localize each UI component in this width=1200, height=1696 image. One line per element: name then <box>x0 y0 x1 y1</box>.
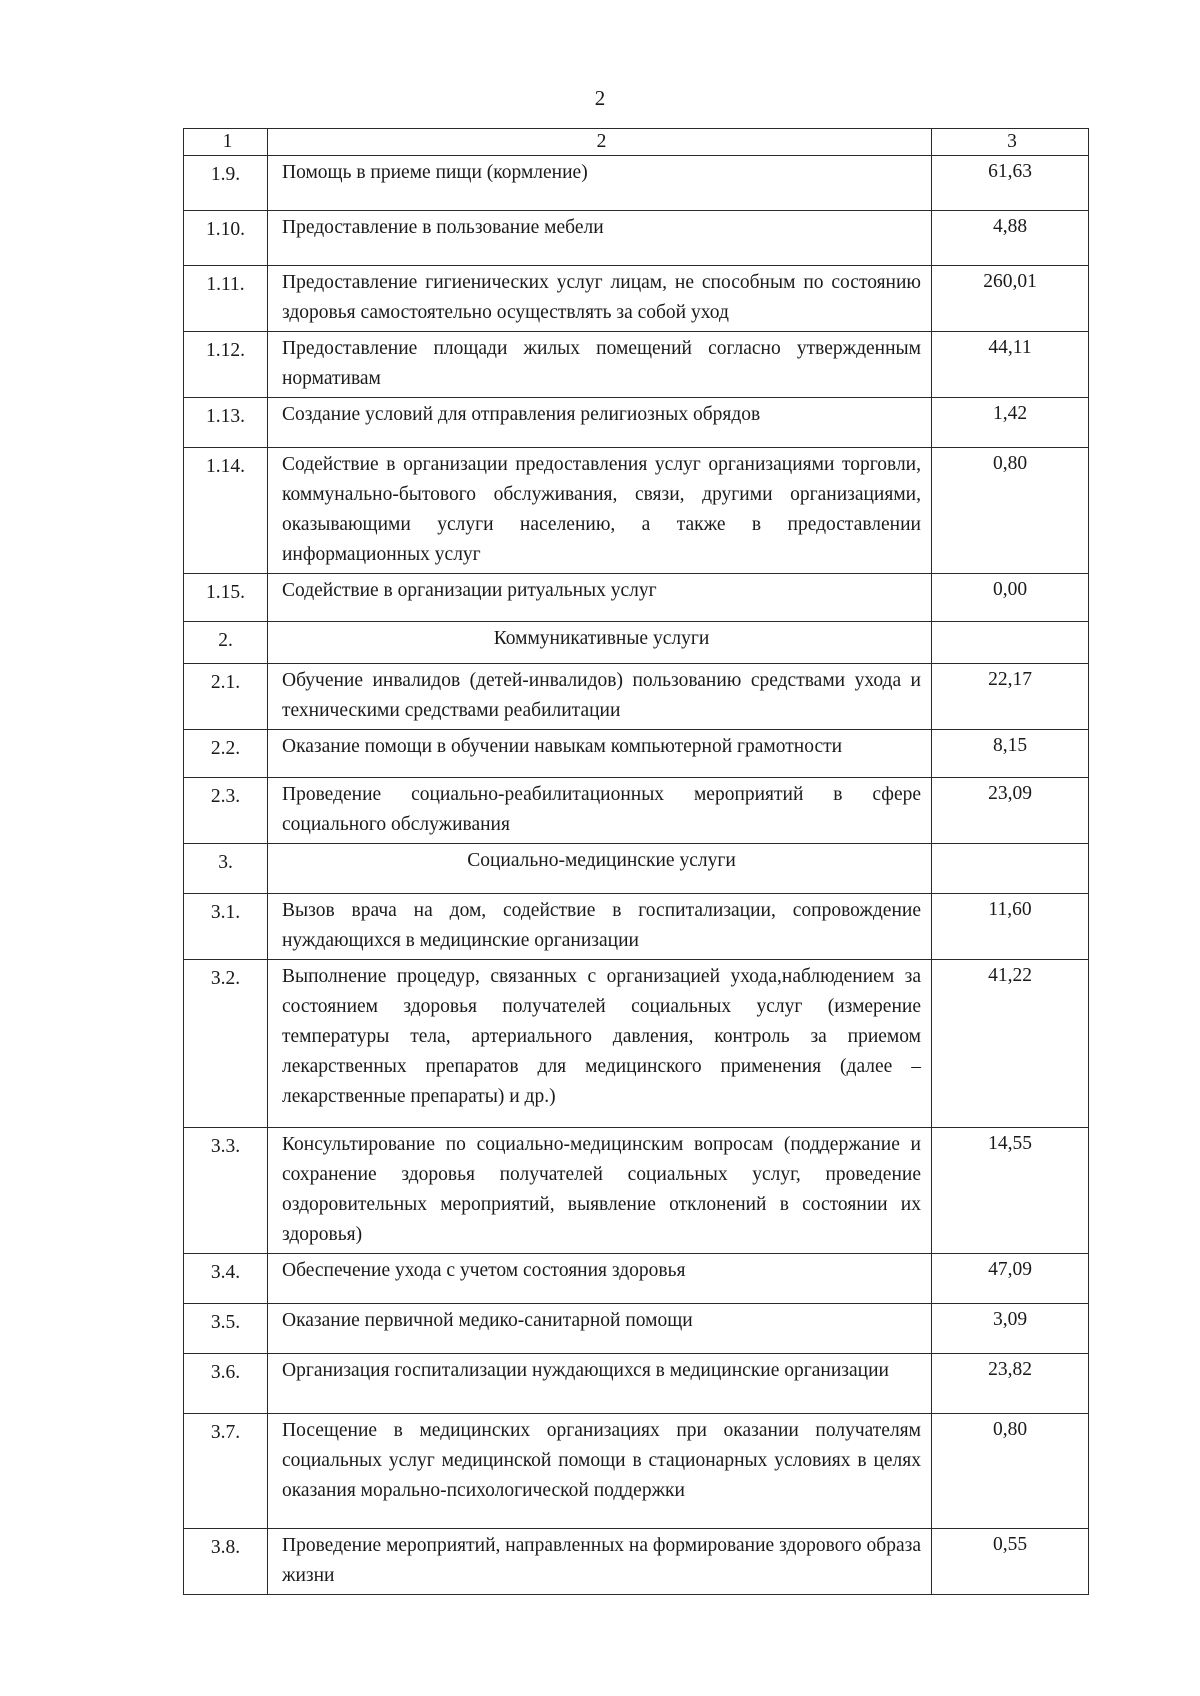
service-name: Помощь в приеме пищи (кормление) <box>268 156 932 211</box>
service-name: Консультирование по социально-медицинским вопросам (поддержание и сохранение здоровья получателей социальных услуг, проведение оздоровительных мероприятий, выявление отклонений в состоянии их здоровья) <box>268 1128 932 1254</box>
table-row <box>184 778 1089 844</box>
service-name: Проведение социально-реабилитационных мероприятий в сфере социального обслуживания <box>268 778 932 844</box>
tariff-value: 3,09 <box>932 1304 1089 1354</box>
table-row <box>184 894 1089 960</box>
column-number-row <box>184 129 1089 156</box>
tariff-value: 41,22 <box>932 960 1089 1128</box>
row-number: 1.14. <box>184 448 268 574</box>
table-row <box>184 574 1089 622</box>
row-number: 2.3. <box>184 778 268 844</box>
tariff-value: 23,09 <box>932 778 1089 844</box>
service-name: Предоставление гигиенических услуг лицам, не способным по состоянию здоровья самостоятельно осуществлять за собой уход <box>268 266 932 332</box>
table-row <box>184 960 1089 1128</box>
table-row <box>184 156 1089 211</box>
page-number: 2 <box>594 86 606 110</box>
row-number: 3. <box>184 844 268 894</box>
tariff-value: 11,60 <box>932 894 1089 960</box>
row-number: 1.11. <box>184 266 268 332</box>
section-header-row <box>184 844 1089 894</box>
service-name: Обучение инвалидов (детей-инвалидов) пользованию средствами ухода и техническими средствами реабилитации <box>268 664 932 730</box>
table-row <box>184 664 1089 730</box>
row-number: 1.12. <box>184 332 268 398</box>
tariff-value: 47,09 <box>932 1254 1089 1304</box>
service-name: Создание условий для отправления религиозных обрядов <box>268 398 932 448</box>
tariff-value: 44,11 <box>932 332 1089 398</box>
tariff-value: 4,88 <box>932 211 1089 266</box>
service-name: Содействие в организации предоставления услуг организациями торговли, коммунально-бытового обслуживания, связи, другими организациями, оказывающими услуги населению, а также в предоставлении информационных услуг <box>268 448 932 574</box>
table-row <box>184 1304 1089 1354</box>
tariff-value: 0,80 <box>932 448 1089 574</box>
tariff-value: 0,00 <box>932 574 1089 622</box>
service-name: Посещение в медицинских организациях при оказании получателям социальных услуг медицинской помощи в стационарных условиях в целях оказания морально-психологической поддержки <box>268 1414 932 1529</box>
services-table <box>183 128 1089 1595</box>
service-name: Оказание помощи в обучении навыкам компьютерной грамотности <box>268 730 932 778</box>
column-header-1: 1 <box>184 129 268 156</box>
table-row <box>184 266 1089 332</box>
service-name: Проведение мероприятий, направленных на формирование здорового образа жизни <box>268 1529 932 1595</box>
row-number: 3.5. <box>184 1304 268 1354</box>
tariff-value <box>932 622 1089 664</box>
table-row <box>184 398 1089 448</box>
service-name: Содействие в организации ритуальных услуг <box>268 574 932 622</box>
table-row <box>184 1354 1089 1414</box>
row-number: 3.6. <box>184 1354 268 1414</box>
row-number: 3.3. <box>184 1128 268 1254</box>
row-number: 2.1. <box>184 664 268 730</box>
column-header-3: 3 <box>932 129 1089 156</box>
tariff-value: 61,63 <box>932 156 1089 211</box>
table-row <box>184 1414 1089 1529</box>
tariff-value: 22,17 <box>932 664 1089 730</box>
tariff-value: 1,42 <box>932 398 1089 448</box>
table-row <box>184 730 1089 778</box>
tariff-value <box>932 844 1089 894</box>
tariff-value: 14,55 <box>932 1128 1089 1254</box>
service-name: Оказание первичной медико-санитарной помощи <box>268 1304 932 1354</box>
tariff-value: 0,55 <box>932 1529 1089 1595</box>
row-number: 3.7. <box>184 1414 268 1529</box>
service-name: Предоставление площади жилых помещений согласно утвержденным нормативам <box>268 332 932 398</box>
column-header-2: 2 <box>268 129 932 156</box>
tariff-value: 260,01 <box>932 266 1089 332</box>
tariff-value: 23,82 <box>932 1354 1089 1414</box>
services-table-body <box>184 129 1089 1595</box>
row-number: 1.9. <box>184 156 268 211</box>
table-row <box>184 211 1089 266</box>
table-row <box>184 1529 1089 1595</box>
section-header-row <box>184 622 1089 664</box>
row-number: 3.8. <box>184 1529 268 1595</box>
row-number: 3.2. <box>184 960 268 1128</box>
tariff-value: 8,15 <box>932 730 1089 778</box>
row-number: 3.1. <box>184 894 268 960</box>
service-name: Обеспечение ухода с учетом состояния здоровья <box>268 1254 932 1304</box>
row-number: 2.2. <box>184 730 268 778</box>
section-title: Социально-медицинские услуги <box>268 844 932 894</box>
row-number: 1.13. <box>184 398 268 448</box>
service-name: Вызов врача на дом, содействие в госпитализации, сопровождение нуждающихся в медицинские организации <box>268 894 932 960</box>
section-title: Коммуникативные услуги <box>268 622 932 664</box>
table-row <box>184 448 1089 574</box>
table-row <box>184 1254 1089 1304</box>
row-number: 3.4. <box>184 1254 268 1304</box>
service-name: Организация госпитализации нуждающихся в медицинские организации <box>268 1354 932 1414</box>
row-number: 1.15. <box>184 574 268 622</box>
table-row <box>184 1128 1089 1254</box>
row-number: 1.10. <box>184 211 268 266</box>
table-row <box>184 332 1089 398</box>
tariff-value: 0,80 <box>932 1414 1089 1529</box>
row-number: 2. <box>184 622 268 664</box>
service-name: Выполнение процедур, связанных с организацией ухода,наблюдением за состоянием здоровья получателей социальных услуг (измерение температуры тела, артериального давления, контроль за приемом лекарственных препаратов для медицинского применения (далее – лекарственные препараты) и др.) <box>268 960 932 1128</box>
service-name: Предоставление в пользование мебели <box>268 211 932 266</box>
